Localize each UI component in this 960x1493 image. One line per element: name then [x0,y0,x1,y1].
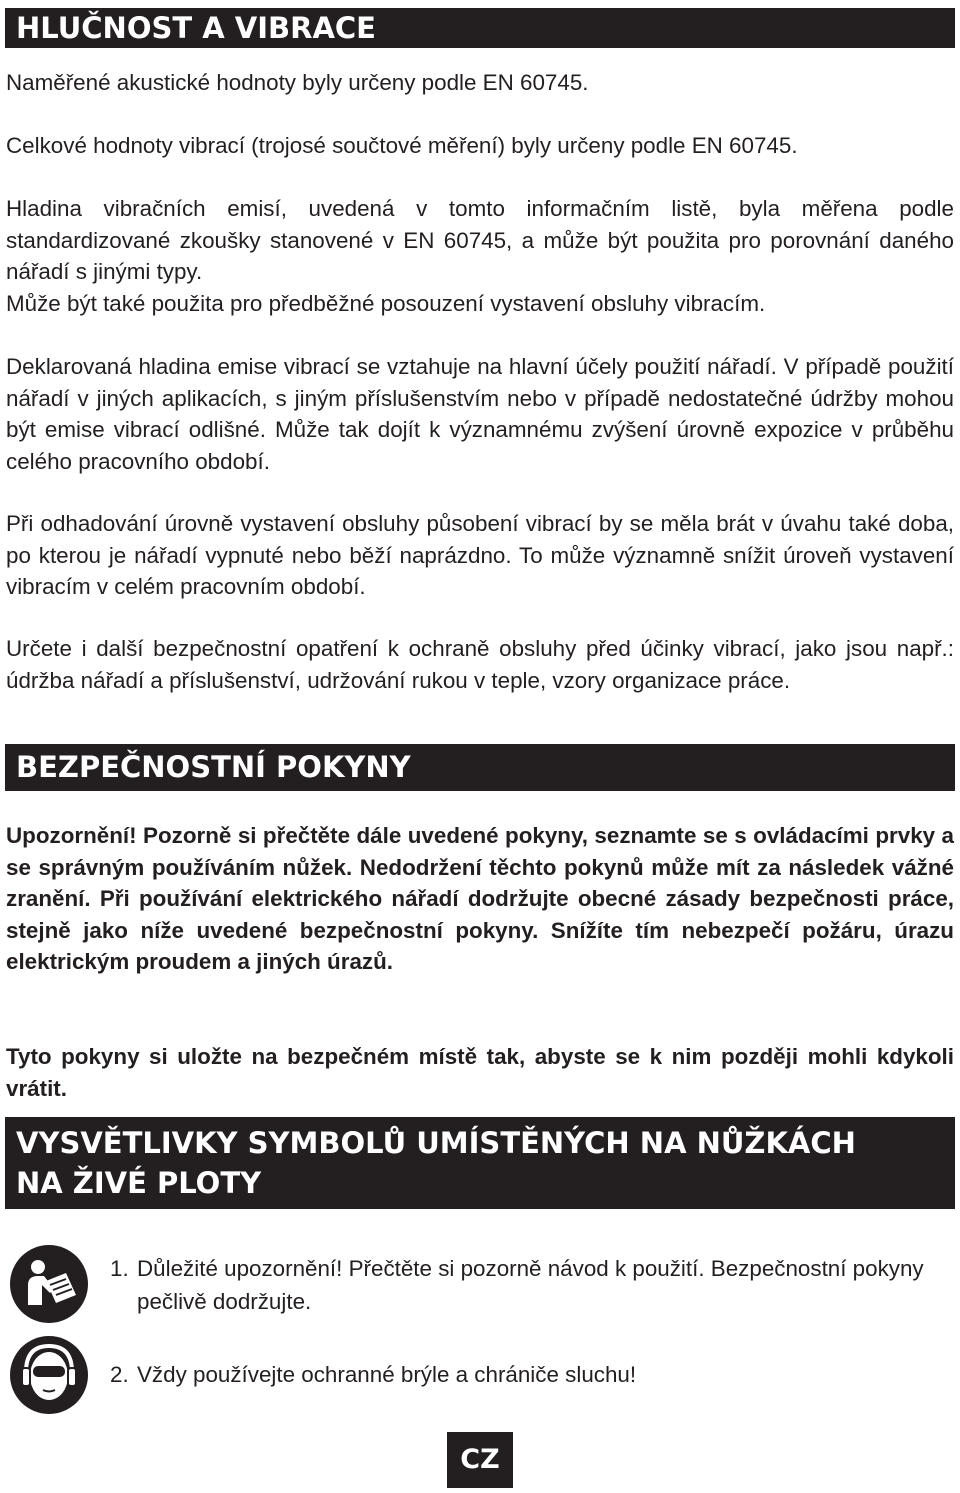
noise-paragraph-4: Deklarovaná hladina emise vibrací se vztahuje na hlavní účely použití nářadí. V případě použití nářadí v jiných aplikacích, s jiným příslušenstvím nebo v případě nedostatečné údržby mohou být emise vibrací odlišné. Může tak dojít k významnému zvýšení úrovně expozice v průběhu celého pracovního období. [6,354,954,474]
noise-paragraph-1: Naměřené akustické hodnoty byly určeny podle EN 60745. [6,70,589,95]
language-badge: CZ [447,1432,513,1488]
noise-paragraph-3b: Může být také použita pro předběžné posouzení vystavení obsluhy vibracím. [6,291,766,316]
symbol-item-2-number: 2. [110,1362,129,1387]
symbols-heading-line-2: NA ŽIVÉ PLOTY [16,1166,262,1200]
safety-keep-instructions-paragraph: Tyto pokyny si uložte na bezpečném místě tak, abyste se k nim později mohli kdykoli vrátit. [6,1044,954,1101]
safety-warning-paragraph: Upozornění! Pozorně si přečtěte dále uvedené pokyny, seznamte se s ovládacími prvky a se správným používáním nůžek. Nedodržení těchto pokynů může mít za následek vážné zranění. Při používání elektrického nářadí dodržujte obecné zásady bezpečnosti práce, stejně jako níže uvedené bezpečnostní pokyny. Snížíte tím nebezpečí požáru, úrazu elektrickým proudem a jiných úrazů. [6,823,954,975]
read-manual-icon [10,1245,88,1323]
symbol-item-1-number: 1. [110,1256,129,1281]
symbols-heading-line-1: VYSVĚTLIVKY SYMBOLŮ UMÍSTĚNÝCH NA NŮŽKÁCH [16,1126,856,1160]
safety-heading: BEZPEČNOSTNÍ POKYNY [5,744,955,791]
symbol-item-2-text: Vždy používejte ochranné brýle a chrániče sluchu! [137,1362,637,1387]
noise-paragraph-3: Hladina vibračních emisí, uvedená v tomto informačním listě, byla měřena podle standardizované zkoušky stanovené v EN 60745, a může být použita pro porovnání daného nářadí s jinými typy. [6,196,954,285]
noise-paragraph-5: Při odhadování úrovně vystavení obsluhy působení vibrací by se měla brát v úvahu také doba, po kterou je nářadí vypnuté nebo běží naprázdno. To může významně snížit úroveň vystavení vibracím v celém pracovním období. [6,511,954,600]
noise-paragraph-6: Určete i další bezpečnostní opatření k ochraně obsluhy před účinky vibrací, jako jsou např.: údržba nářadí a příslušenství, udržování rukou v teple, vzory organizace práce. [6,636,954,693]
noise-paragraph-2: Celkové hodnoty vibrací (trojosé součtové měření) byly určeny podle EN 60745. [6,133,798,158]
noise-vibration-heading: HLUČNOST A VIBRACE [5,8,955,48]
symbol-item-1-text: Důležité upozornění! Přečtěte si pozorně návod k použití. Bezpečnostní pokyny pečlivě dodržujte. [137,1256,924,1314]
goggles-ear-protection-icon [10,1336,88,1414]
symbols-heading [5,1117,955,1209]
